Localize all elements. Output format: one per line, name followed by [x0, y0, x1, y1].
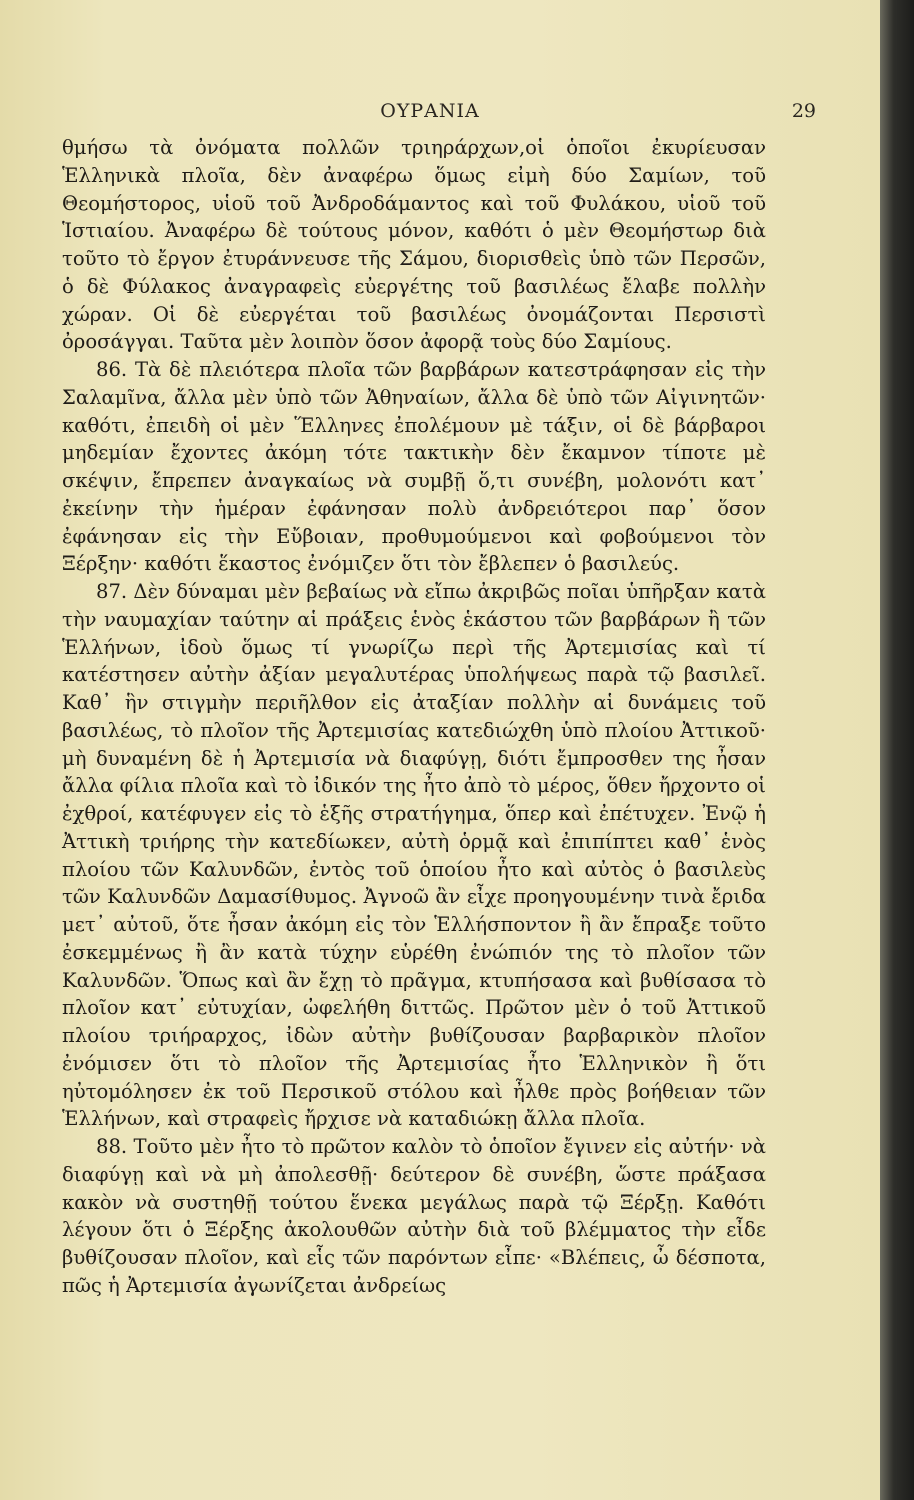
paragraph-87: 87. Δὲν δύναμαι μὲν βεβαίως νὰ εἴπω ἀκριβῶς ποῖαι ὑπῆρξαν κατὰ τὴν ναυμαχίαν ταύτην αἱ πράξεις ἑνὸς ἑκάστου τῶν βαρβάρων ἢ τῶν Ἑλλήνων, ἰδοὺ ὅμως τί γνωρίζω περὶ τῆς Ἀρτεμισίας καὶ τί κατέστησεν αὐτὴν ἀξίαν μεγαλυτέρας ὑπολήψεως παρὰ τῷ βασιλεῖ. Καθ᾽ ἣν στιγμὴν περιῆλθον εἰς ἀταξίαν πολλὴν αἱ δυνάμεις τοῦ βασιλέως, τὸ πλοῖον τῆς Ἀρτεμισίας κατεδιώχθη ὑπὸ πλοίου Ἀττικοῦ· μὴ δυναμένη δὲ ἡ Ἀρτεμισία νὰ διαφύγῃ, διότι ἔμπροσθεν της ἦσαν ἄλλα φίλια πλοῖα καὶ τὸ ἰδικόν της ἦτο ἀπὸ τὸ μέρος, ὅθεν ἤρχοντο οἱ ἐχθροί, κατέφυγεν εἰς τὸ ἑξῆς στρατήγημα, ὅπερ καὶ ἐπέτυχεν. Ἐνῷ ἡ Ἀττικὴ τριήρης τὴν κατεδίωκεν, αὐτὴ ὁρμᾷ καὶ ἐπιπίπτει καθ᾽ ἑνὸς πλοίου τῶν Καλυνδῶν, ἐντὸς τοῦ ὁποίου ἦτο καὶ αὐτὸς ὁ βασιλεὺς τῶν Καλυνδῶν Δαμασίθυμος. Ἀγνοῶ ἂν εἶχε προηγουμένην τινὰ ἔριδα μετ᾽ αὐτοῦ, ὅτε ἦσαν ἀκόμη εἰς τὸν Ἑλλήσποντον ἢ ἂν ἔπραξε τοῦτο ἐσκεμμένως ἢ ἂν κατὰ τύχην εὑρέθη ἐνώπιόν της τὸ πλοῖον τῶν Καλυνδῶν. Ὅπως καὶ ἂν ἔχῃ τὸ πρᾶγμα, κτυπήσασα καὶ βυθίσασα τὸ πλοῖον κατ᾽ εὐτυχίαν, ὠφελήθη διττῶς. Πρῶτον μὲν ὁ τοῦ Ἀττικοῦ πλοίου τριήραρχος, ἰδὼν αὐτὴν βυθίζουσαν βαρβαρικὸν πλοῖον ἐνόμισεν ὅτι τὸ πλοῖον τῆς Ἀρτεμισίας ἦτο Ἑλληνικὸν ἢ ὅτι ηὐτομόλησεν ἐκ τοῦ Περσικοῦ στόλου καὶ ἦλθε πρὸς βοήθειαν τῶν Ἑλλήνων, καὶ στραφεὶς ἤρχισε νὰ καταδιώκῃ ἄλλα πλοῖα.: [62, 580, 766, 1131]
paragraph-continuation: θμήσω τὰ ὀνόματα πολλῶν τριηράρχων,οἱ ὁποῖοι ἐκυρίευσαν Ἑλληνικὰ πλοῖα, δὲν ἀναφέρω ὅμως εἰμὴ δύο Σαμίων, τοῦ Θεομήστορος, υἱοῦ τοῦ Ἀνδροδάμαντος καὶ τοῦ Φυλάκου, υἱοῦ τοῦ Ἱστιαίου. Ἀναφέρω δὲ τούτους μόνον, καθότι ὁ μὲν Θεομήστωρ διὰ τοῦτο τὸ ἔργον ἐτυράννευσε τῆς Σάμου, διορισθεὶς ὑπὸ τῶν Περσῶν, ὁ δὲ Φύλακος ἀναγραφεὶς εὐεργέτης τοῦ βασιλέως ἔλαβε πολλὴν χώραν. Οἱ δὲ εὐεργέται τοῦ βασιλέως ὀνομάζονται Περσιστὶ ὀροσάγγαι. Ταῦτα μὲν λοιπὸν ὅσον ἀφορᾷ τοὺς δύο Σαμίους.: [62, 136, 766, 354]
page-header: [60, 100, 816, 130]
page-number: 29: [791, 100, 816, 122]
paragraph-86: 86. Τὰ δὲ πλειότερα πλοῖα τῶν βαρβάρων κατεστράφησαν εἰς τὴν Σαλαμῖνα, ἄλλα μὲν ὑπὸ τῶν Ἀθηναίων, ἄλλα δὲ ὑπὸ τῶν Αἰγινητῶν· καθότι, ἐπειδὴ οἱ μὲν Ἕλληνες ἐπολέμουν μὲ τάξιν, οἱ δὲ βάρβαροι μηδεμίαν ἔχοντες ἀκόμη τότε τακτικὴν δὲν ἔκαμνον τίποτε μὲ σκέψιν, ἔπρεπεν ἀναγκαίως νὰ συμβῇ ὅ,τι συνέβη, μολονότι κατ᾽ ἐκείνην τὴν ἡμέραν ἐφάνησαν πολὺ ἀνδρειότεροι παρ᾽ ὅσον ἐφάνησαν εἰς τὴν Εὔβοιαν, προθυμούμενοι καὶ φοβούμενοι τὸν Ξέρξην· καθότι ἕκαστος ἐνόμιζεν ὅτι τὸν ἔβλεπεν ὁ βασιλεύς.: [62, 358, 766, 576]
running-title: ΟΥΡΑΝΙΑ: [380, 100, 480, 122]
page-edge-shadow: [880, 0, 914, 1500]
paragraph-88: 88. Τοῦτο μὲν ἦτο τὸ πρῶτον καλὸν τὸ ὁποῖον ἔγινεν εἰς αὐτήν· νὰ διαφύγῃ καὶ νὰ μὴ ἀπολεσθῇ· δεύτερον δὲ συνέβη, ὥστε πράξασα κακὸν νὰ συστηθῇ τούτου ἕνεκα μεγάλως παρὰ τῷ Ξέρξῃ. Καθότι λέγουν ὅτι ὁ Ξέρξης ἀκολουθῶν αὐτὴν διὰ τοῦ βλέμματος τὴν εἶδε βυθίζουσαν πλοῖον, καὶ εἷς τῶν παρόντων εἶπε· «Βλέπεις, ὦ δέσποτα, πῶς ἡ Ἀρτεμισία ἀγωνίζεται ἀνδρείως: [62, 1135, 766, 1297]
body-text: [62, 134, 766, 1300]
